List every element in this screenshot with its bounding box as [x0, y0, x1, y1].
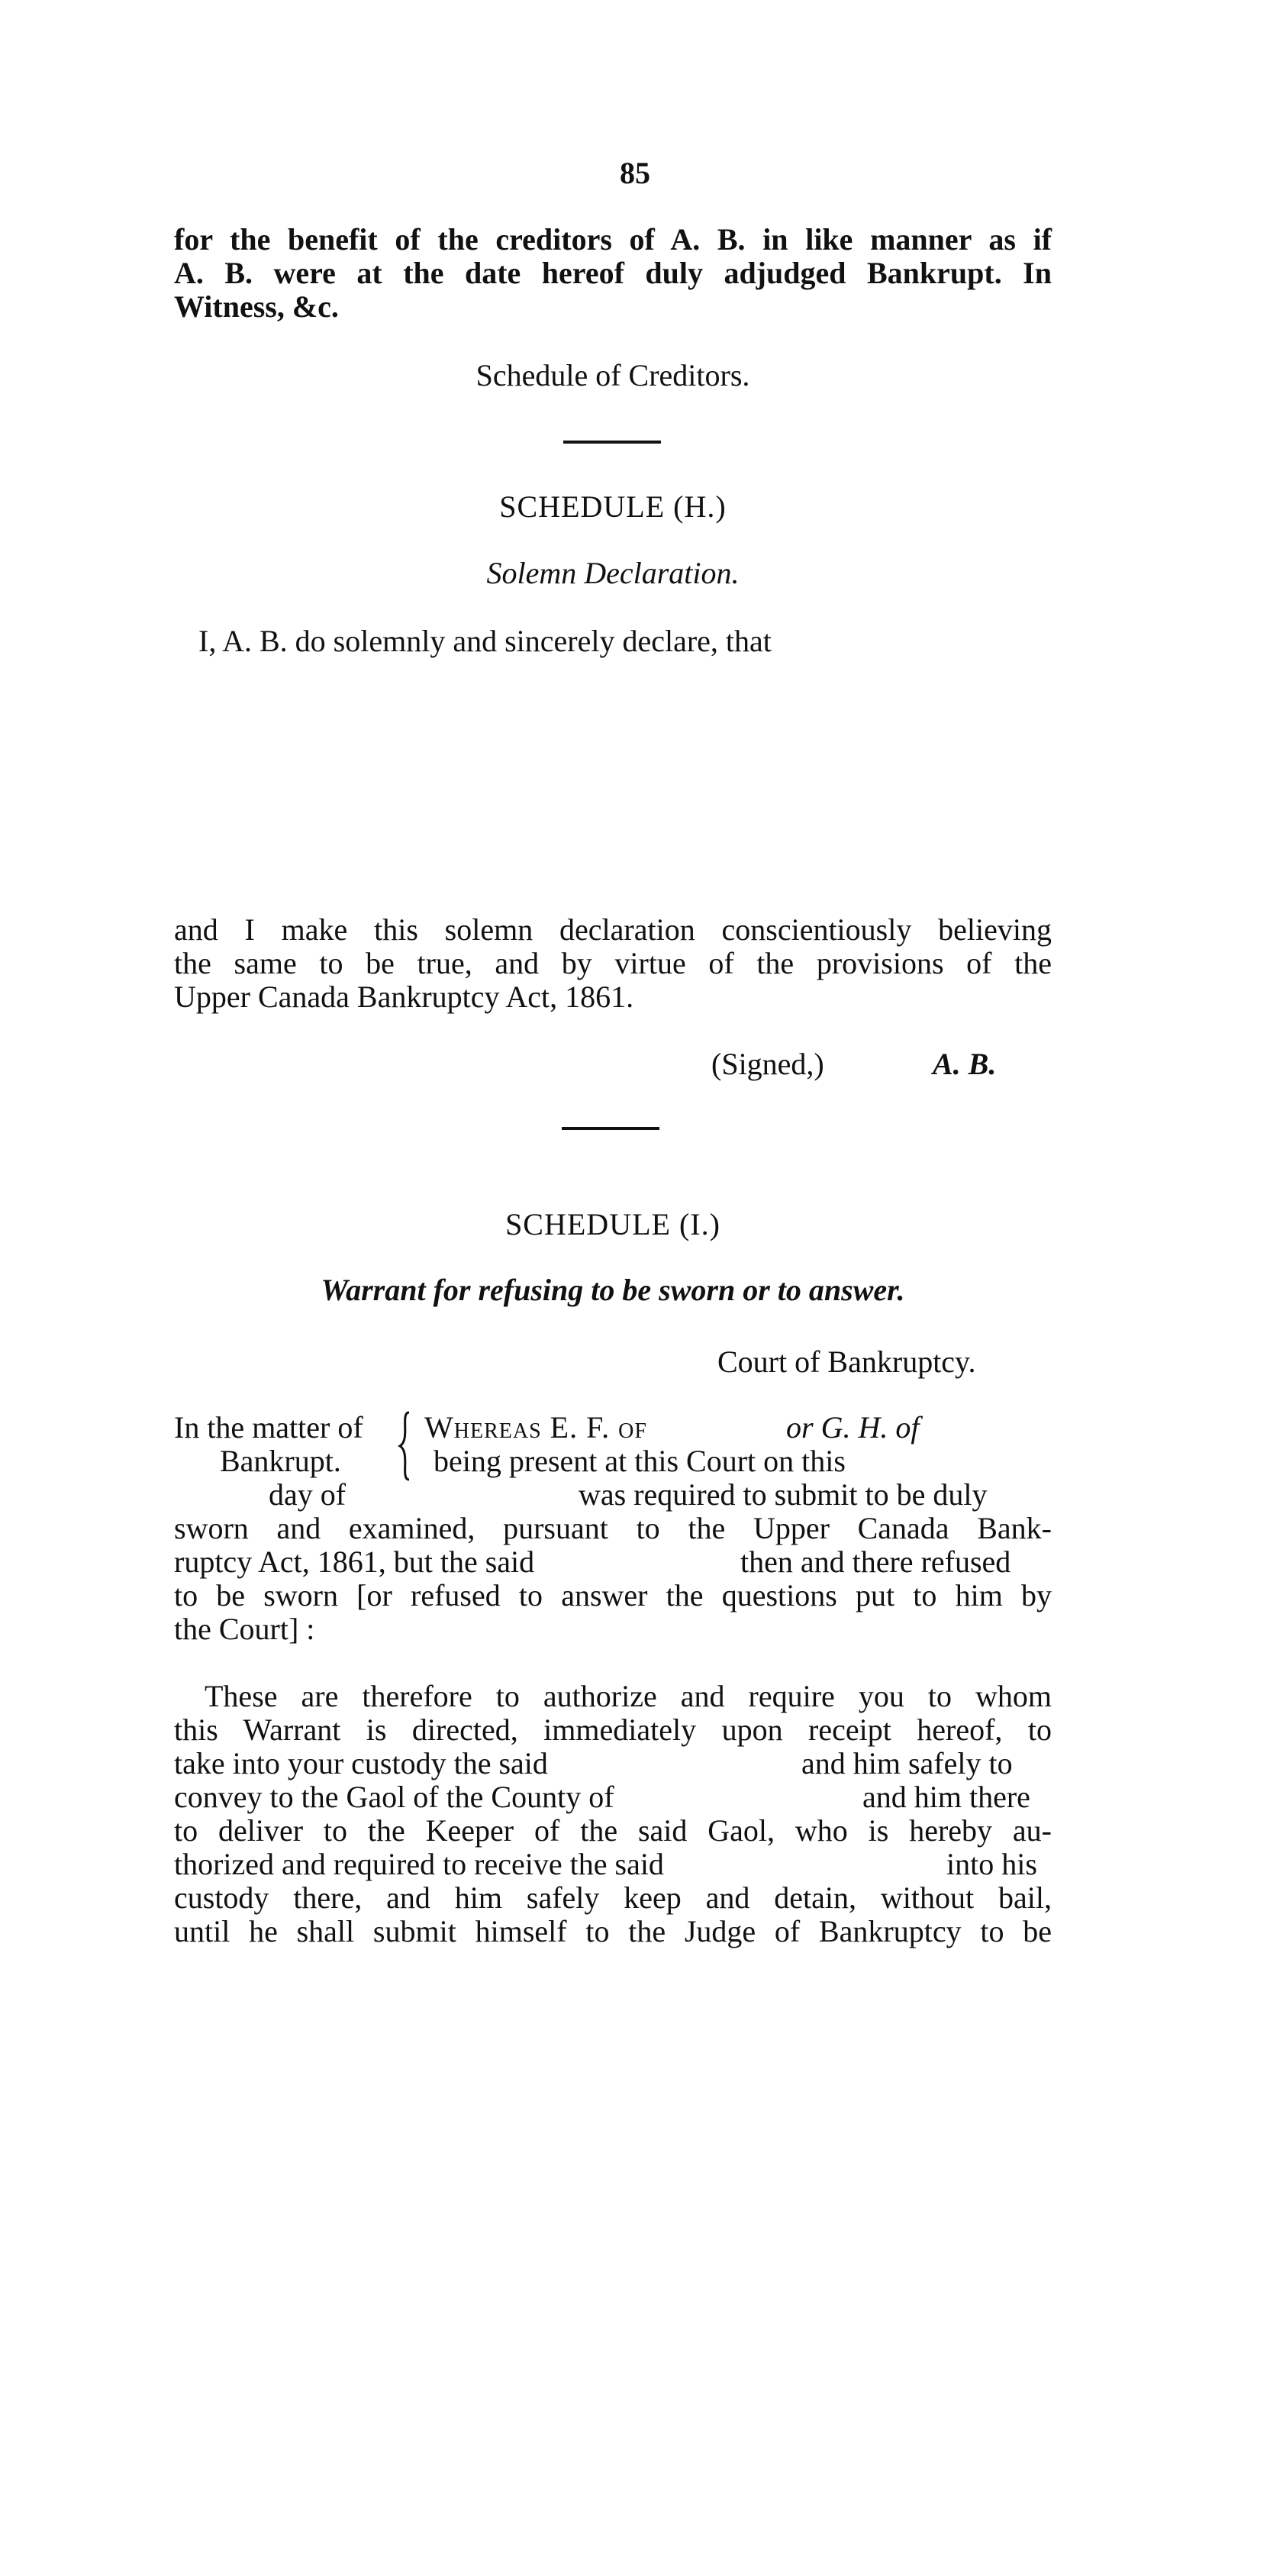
- declaration-start: I, A. B. do solemnly and sincerely declare, that: [198, 624, 772, 658]
- text-line: until he shall submit himself to the Judge of Bankruptcy to be: [174, 1914, 1052, 1948]
- text-line: A. B. were at the date hereof duly adjudged Bankrupt. In: [174, 256, 1052, 290]
- divider: [563, 441, 661, 444]
- text-line: for the benefit of the creditors of A. B. in like manner as if: [174, 222, 1052, 257]
- warrant-line: [205, 1680, 1052, 1713]
- signed-label: (Signed,): [711, 1047, 824, 1081]
- schedule-of-creditors: Schedule of Creditors.: [475, 358, 750, 392]
- schedule-h-subtitle: Solemn Declaration.: [486, 556, 740, 590]
- text-line: sworn and examined, pursuant to the Upper Canada Bank-: [174, 1511, 1052, 1545]
- text-line: the Court] :: [174, 1612, 315, 1646]
- schedule-i-heading: SCHEDULE (I.): [505, 1207, 720, 1241]
- matter-left-2: Bankrupt.: [220, 1444, 341, 1478]
- page-number: 85: [620, 156, 650, 190]
- text-line: the same to be true, and by virtue of the provisions of the: [174, 946, 1052, 980]
- schedule-i-subtitle: Warrant for refusing to be sworn or to answer.: [321, 1273, 905, 1307]
- text-line: and I make this solemn declaration conscientiously believing: [174, 912, 1052, 947]
- text-line: Upper Canada Bankruptcy Act, 1861.: [174, 980, 634, 1014]
- signed-name: A. B.: [933, 1047, 997, 1081]
- text-line: to deliver to the Keeper of the said Gaol, who is hereby au-: [174, 1813, 1052, 1848]
- text-line: custody there, and him safely keep and detain, without bail,: [174, 1880, 1052, 1915]
- top-paragraph: [174, 223, 1052, 324]
- text-line: into his: [946, 1847, 1037, 1881]
- matter-left-1: In the matter of: [174, 1410, 363, 1445]
- warrant-body-2: [174, 1814, 1052, 1848]
- text-line: convey to the Gaol of the County of: [174, 1780, 614, 1814]
- brace-icon: [394, 1409, 420, 1483]
- text-line: was required to submit to be duly: [579, 1477, 988, 1512]
- matter-right-2: being present at this Court on this: [434, 1444, 846, 1478]
- warrant-preamble: [174, 1512, 1052, 1545]
- matter-right-1: [424, 1411, 647, 1445]
- text-line: and him there: [862, 1780, 1030, 1814]
- matter-right-1b: or G. H. of: [786, 1410, 920, 1445]
- schedule-h-heading: SCHEDULE (H.): [499, 489, 727, 524]
- text-line: then and there refused: [740, 1545, 1011, 1579]
- text-line: thorized and required to receive the said: [174, 1847, 664, 1881]
- text-line: ruptcy Act, 1861, but the said: [174, 1545, 535, 1579]
- text-line: Witness, &c.: [174, 289, 339, 324]
- text-line: this Warrant is directed, immediately upon receipt hereof, to: [174, 1712, 1052, 1747]
- declaration-closing: [174, 913, 1052, 1014]
- warrant-preamble-2: [174, 1579, 1052, 1646]
- text-line: These are therefore to authorize and require you to whom: [205, 1679, 1052, 1713]
- divider: [562, 1127, 659, 1130]
- court-name: Court of Bankruptcy.: [717, 1344, 976, 1379]
- warrant-body-3: [174, 1881, 1052, 1948]
- text-line: to be sworn [or refused to answer the questions put to him by: [174, 1578, 1052, 1612]
- text-line: day of: [269, 1477, 347, 1512]
- warrant-body: [174, 1713, 1052, 1747]
- text-line: take into your custody the said: [174, 1746, 548, 1780]
- text-line: and him safely to: [801, 1746, 1013, 1780]
- whereas-text: Whereas E. F. of: [424, 1410, 647, 1445]
